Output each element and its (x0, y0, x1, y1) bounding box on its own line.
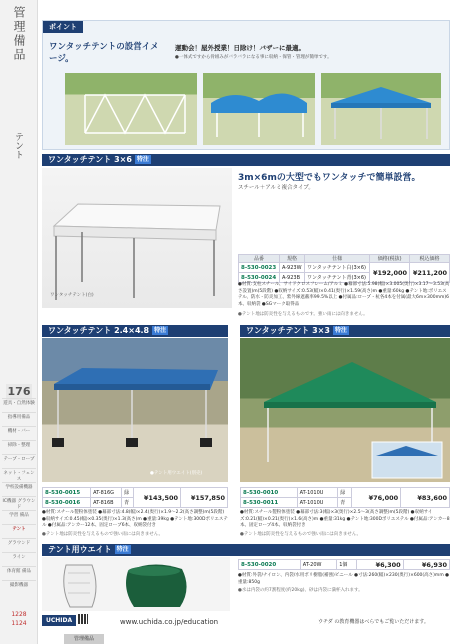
model: AT-1010U (297, 488, 338, 498)
sidebar-nav-item[interactable]: 学校設備機器 (2, 482, 36, 496)
catch-subcopy: スチール＋アルミ複合タイプ。 (238, 185, 314, 191)
model: AT-20W (300, 560, 336, 570)
weight-bag-icon (42, 557, 230, 611)
sidebar-nav-item[interactable]: 掃除・整理 (2, 440, 36, 454)
sidebar-nav-item[interactable]: IC機器 グラウンド (2, 496, 36, 510)
model: AT-816B (91, 498, 122, 508)
sidebar-nav-item[interactable]: 体育館 備品 (2, 566, 36, 580)
tent-3x6-image (42, 168, 232, 308)
price-tax: ¥83,600 (401, 488, 450, 508)
spec: ワンタッチテント青(3×6) (305, 273, 370, 283)
price-tax: ¥211,200 (410, 263, 450, 283)
tent-complete-icon (321, 73, 441, 145)
color: 緑 (338, 488, 352, 498)
special-order-mark: 特注 (136, 156, 149, 163)
sidebar-nav-item[interactable]: テープ・ロープ (2, 454, 36, 468)
point-note: ●一体式ですから骨組みがバラバラになる事に収納・保管・管理が簡単です。 (175, 55, 332, 60)
spec-table-2x4 (42, 487, 228, 508)
spec: ワンタッチテント白(3×6) (305, 263, 370, 273)
product-code: 8-530-0015 (43, 488, 91, 498)
setup-photo-1 (65, 73, 197, 145)
tent-blue-icon (42, 338, 228, 482)
tent-2x4-image (42, 338, 228, 482)
footer-category: 管理備品 (64, 634, 104, 644)
footer-note: ウチダ の教育機器はべらでもご覧いただけます。 (318, 619, 429, 625)
footer-url[interactable]: www.uchida.co.jp/education (120, 618, 219, 626)
table-row (239, 263, 450, 273)
col-header: 規格 (279, 255, 304, 263)
section-title: ワンタッチテント 2.4×4.8 (48, 326, 150, 335)
page-number: 176 (7, 385, 31, 398)
note-3x6: ●テント地は防炎性を与えるものです。強い雨には向きません。 (238, 312, 368, 317)
sidebar-title: 管理備品 (12, 6, 26, 62)
weight-image (42, 557, 230, 611)
description-weight: ●材質:外袋/ナイロン、内袋/水用ポリ樹脂(補強)ビニール ●寸法:260(幅)×230(奥行)×600(高さ)mm ●重量:850g (238, 573, 450, 585)
note-2x4: ●テント地は防炎性を与えるもので強い雨には向きません。 (42, 532, 163, 537)
special-order-mark: 特注 (334, 327, 347, 334)
price: ¥6,300 (357, 560, 403, 570)
tel-numbers (2, 610, 36, 628)
price: ¥192,000 (370, 263, 410, 283)
color: 青 (338, 498, 352, 508)
product-code: 8-530-0024 (239, 273, 280, 283)
col-header: 品番 (239, 255, 280, 263)
sidebar-nav-item[interactable]: ライン (2, 552, 36, 566)
image-caption: ●テント用ウエイト(別売) (150, 471, 203, 476)
product-code: 8-530-0023 (239, 263, 280, 273)
product-code: 8-530-0010 (241, 488, 298, 498)
point-text: 運動会！屋外授業！日除け！バザーに最適。 (175, 44, 305, 52)
sidebar-nav-item[interactable]: 機材・バー (2, 426, 36, 440)
col-header: 税込価格 (410, 255, 450, 263)
model: AT-1010U (297, 498, 338, 508)
setup-photo-3 (321, 73, 441, 145)
table-row (241, 488, 450, 498)
price: ¥76,000 (352, 488, 401, 508)
description-2x4: ●材質:スチール製粉体塗装 ●幕部寸法:4.8(幅)×2.4(奥行)×1.9〜2.2(高さ調整)m(5段階) ●収納サイズ:0.45(幅)×0.35(奥行)×1.3(高さ)m ●重量:39kg ●テント地:300Dポリエステル ●付属品:アンカー12本、固定ロープ6本、収納袋付き (42, 510, 228, 528)
note-3x3: ●テント地は防炎性を与えるもので強い雨には向きません。 (240, 532, 361, 537)
spec-table-3x6 (238, 254, 450, 283)
model: AT-816G (91, 488, 122, 498)
spec-table-3x3 (240, 487, 450, 508)
sidebar-nav-item[interactable]: 学習 備品 (2, 510, 36, 524)
section-title: テント用ウエイト (48, 545, 112, 554)
sidebar-subtitle: テント (13, 132, 23, 159)
tel-number: 1228 (11, 611, 27, 618)
section-title: ワンタッチテント 3×6 (48, 155, 132, 164)
special-order-mark: 特注 (116, 546, 129, 553)
col-header: 価格(税抜) (370, 255, 410, 263)
section-header-2x4 (42, 325, 228, 337)
point-headline: ワンタッチテントの設営イメージ。 (49, 42, 159, 64)
description-3x6: ●材質:支柱スチール、サイドクロスフレーム/アルミ ●幕部寸法:5.98(幅)×3.005(奥行)×3.17〜3.53(高さ設置)m(5段階) ●収納サイズ:0.53(幅)×0.41(奥行)×1.59(高さ)m ●重量:60kg ●テント地:ポリエステル、防水・防炎加工、紫外線遮蔽率99.5%以上 ●付属品:ロープ・杭各4本を付属(最大6m×300mm)6本、収納袋 ●SGマーク取得品 (238, 282, 450, 307)
image-caption: ワンタッチテント(白) (50, 293, 94, 298)
sidebar-nav-item[interactable]: 撮影機器 (2, 580, 36, 594)
catch-copy: 3m×6mの大型でもワンタッチで簡単設営。 (238, 173, 421, 183)
sidebar-nav-item-active[interactable]: テント (2, 524, 36, 538)
product-code: 8-530-0011 (241, 498, 298, 508)
product-code: 8-530-0020 (239, 560, 301, 570)
point-tag: ポイント (43, 21, 83, 33)
color: 青 (122, 498, 134, 508)
qr-code-icon (78, 614, 88, 624)
color: 緑 (122, 488, 134, 498)
setup-photo-2 (203, 73, 315, 145)
tent-white-icon (42, 168, 232, 308)
section-header-3x6 (42, 154, 450, 166)
spec-table-weight (238, 559, 450, 570)
table-row (239, 560, 450, 570)
quantity: 1個 (337, 560, 357, 570)
sidebar-nav-item[interactable]: 遊具・自然体験 (2, 398, 36, 412)
sidebar-nav-item[interactable]: ネット・フェンス (2, 468, 36, 482)
table-header-row (239, 255, 450, 263)
tent-green-icon (240, 338, 450, 482)
price: ¥143,500 (134, 488, 181, 508)
sidebar (0, 0, 38, 644)
section-header-3x3 (240, 325, 450, 337)
section-title: ワンタッチテント 3×3 (246, 326, 330, 335)
table-row (43, 488, 228, 498)
tel-number: 1124 (11, 620, 27, 627)
model: A-923W (279, 263, 304, 273)
price-tax: ¥6,930 (403, 560, 449, 570)
tent-3x3-image (240, 338, 450, 482)
description-3x3: ●材質:スチール製粉体塗装 ●幕部寸法:3(幅)×3(奥行)×2.5〜3(高さ調整)m(5段階) ●収納サイズ:0.21(幅)×0.21(奥行)×1.6(高さ)m ●重量:31kg ●テント地:300Dポリエステル ●付属品:アンカー8本、固定ロープ4本、収納袋付き (240, 510, 450, 528)
sidebar-nav-item[interactable]: グラウンド (2, 538, 36, 552)
footer-logo: UCHIDA (42, 615, 76, 626)
special-order-mark: 特注 (154, 327, 167, 334)
col-header: 仕様 (305, 255, 370, 263)
sidebar-nav (2, 398, 36, 594)
sidebar-nav-item[interactable]: 指導用備品 (2, 412, 36, 426)
product-code: 8-530-0016 (43, 498, 91, 508)
model: A-923B (279, 273, 304, 283)
tent-frame-icon (65, 73, 197, 145)
section-header-weight (42, 544, 450, 556)
point-box (42, 20, 450, 150)
tent-half-icon (203, 73, 315, 145)
note-weight: ●水は内袋の約7割程度(約20kg)、砂は内袋に満杯入れます。 (238, 588, 363, 593)
price-tax: ¥157,850 (181, 488, 228, 508)
